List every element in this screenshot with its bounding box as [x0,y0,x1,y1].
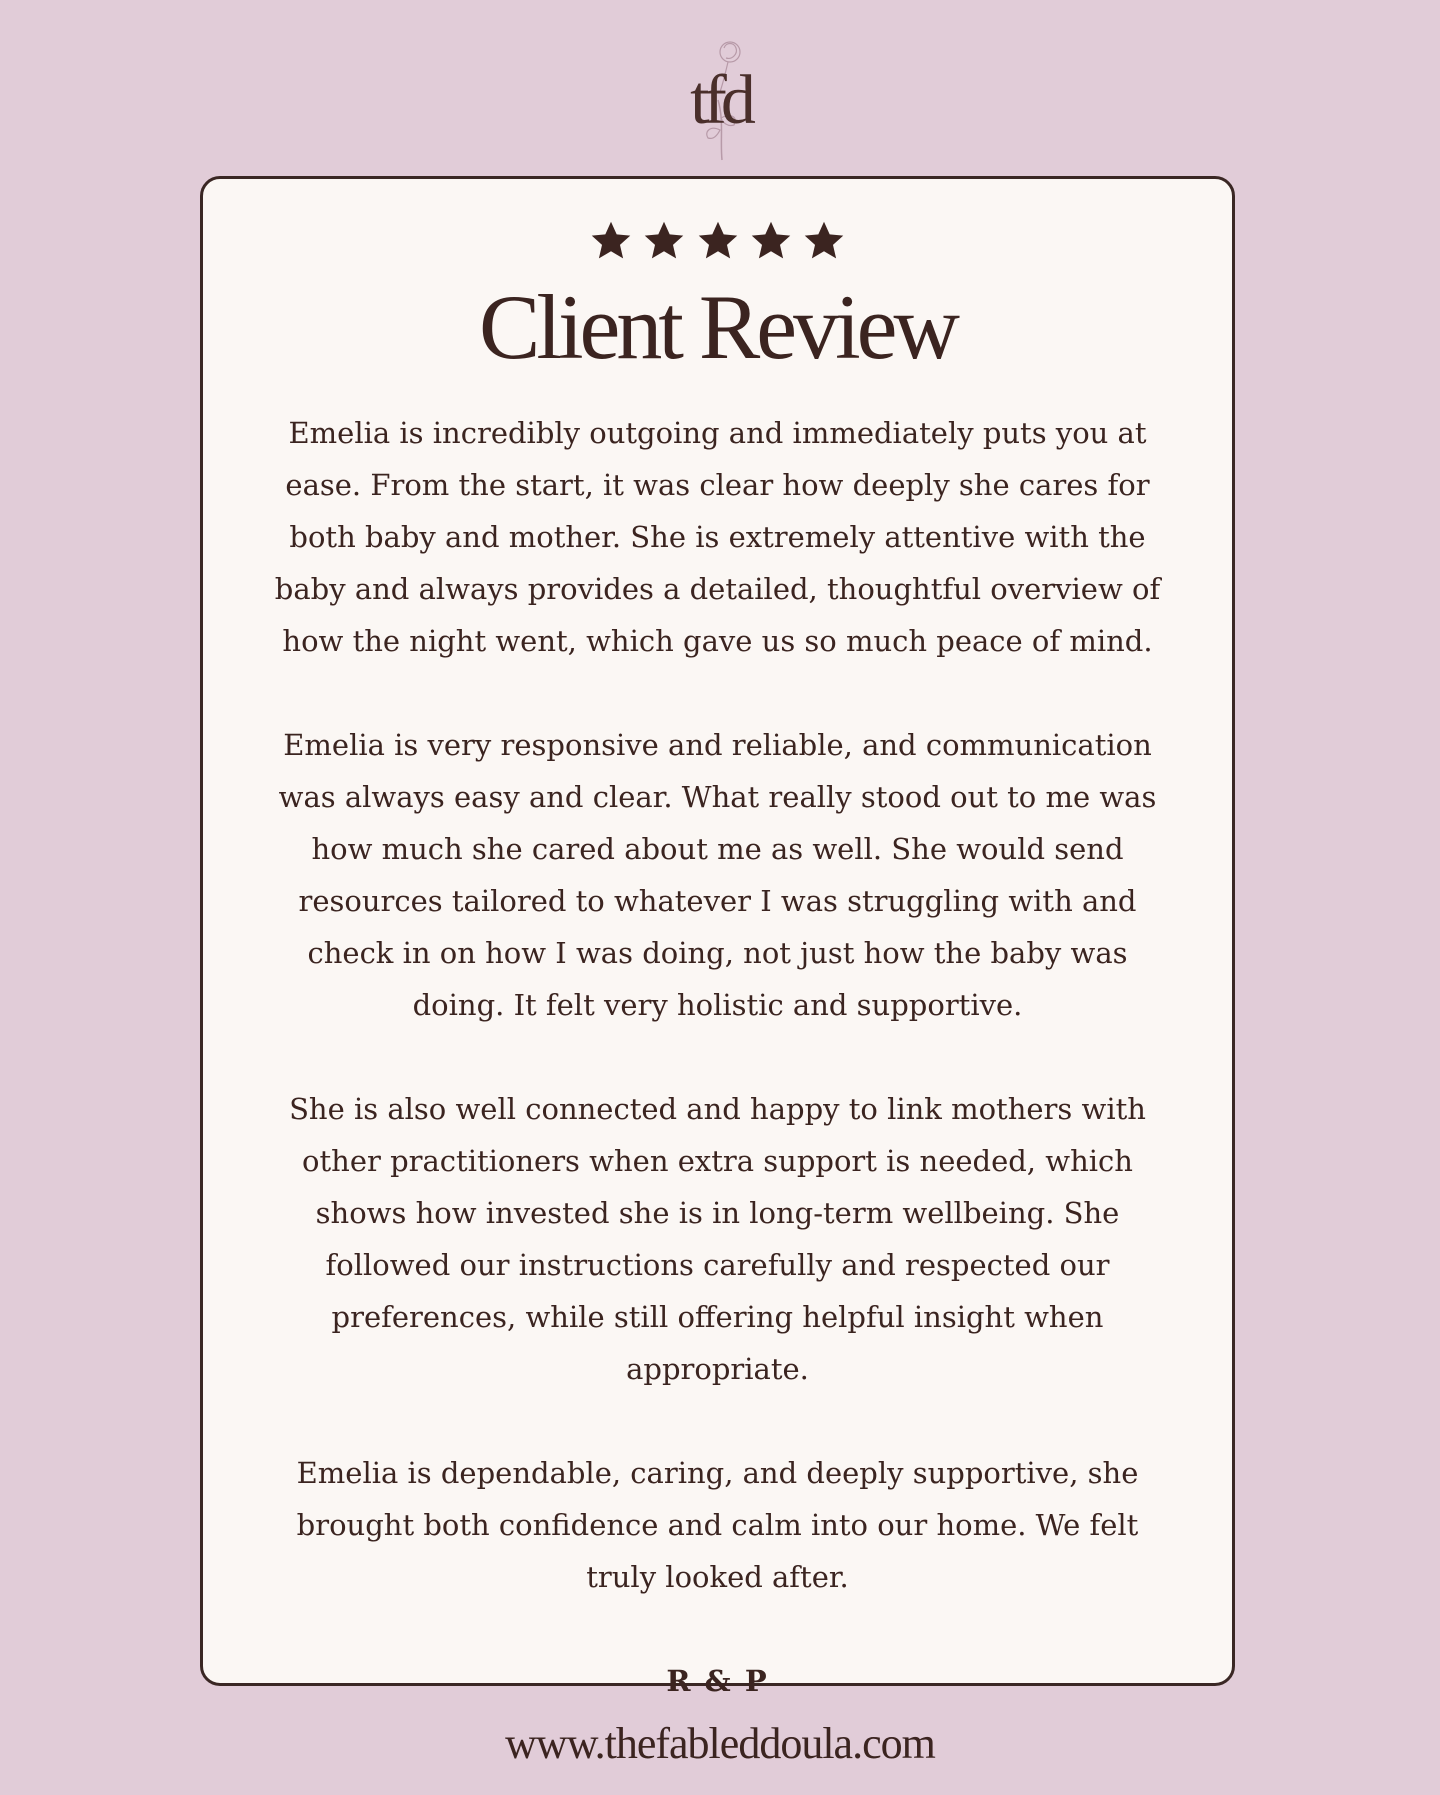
logo-monogram: tfd [690,62,750,139]
review-paragraph: Emelia is incredibly outgoing and immediately puts you at ease. From the start, it was clear how deeply she cares for both baby and mother. She is extremely attentive with the baby and always provides a detailed, thoughtful overview of how the night went, which gave us so much peace of mind. [274,416,1161,658]
review-paragraph: Emelia is very responsive and reliable, and communication was always easy and clear. What really stood out to me was how much she cared about me as well. She would send resources tailored to whatever I was struggling with and check in on how I was doing, not just how the baby was doing. It felt very holistic and supportive. [278,728,1157,1022]
star-rating [203,219,1232,267]
star-icon [589,219,633,263]
review-signature: R & P [666,1664,769,1698]
brand-logo [660,30,780,170]
star-icon [696,219,740,263]
star-icon [642,219,686,263]
star-icon [802,219,846,263]
review-paragraph: She is also well connected and happy to link mothers with other practitioners when extra support is needed, which shows how invested she is in long-term wellbeing. She followed our instructions carefully and respected our preferences, while still offering helpful insight when appropriate. [289,1092,1146,1386]
star-icon [749,219,793,263]
website-link[interactable]: www.thefableddoula.com [505,1719,935,1768]
review-card [200,176,1235,1698]
review-body [273,407,1162,1707]
review-paragraph: Emelia is dependable, caring, and deeply supportive, she brought both confidence and calm into our home. We felt truly looked after. [296,1456,1139,1594]
page-title: Client Review [479,276,956,378]
